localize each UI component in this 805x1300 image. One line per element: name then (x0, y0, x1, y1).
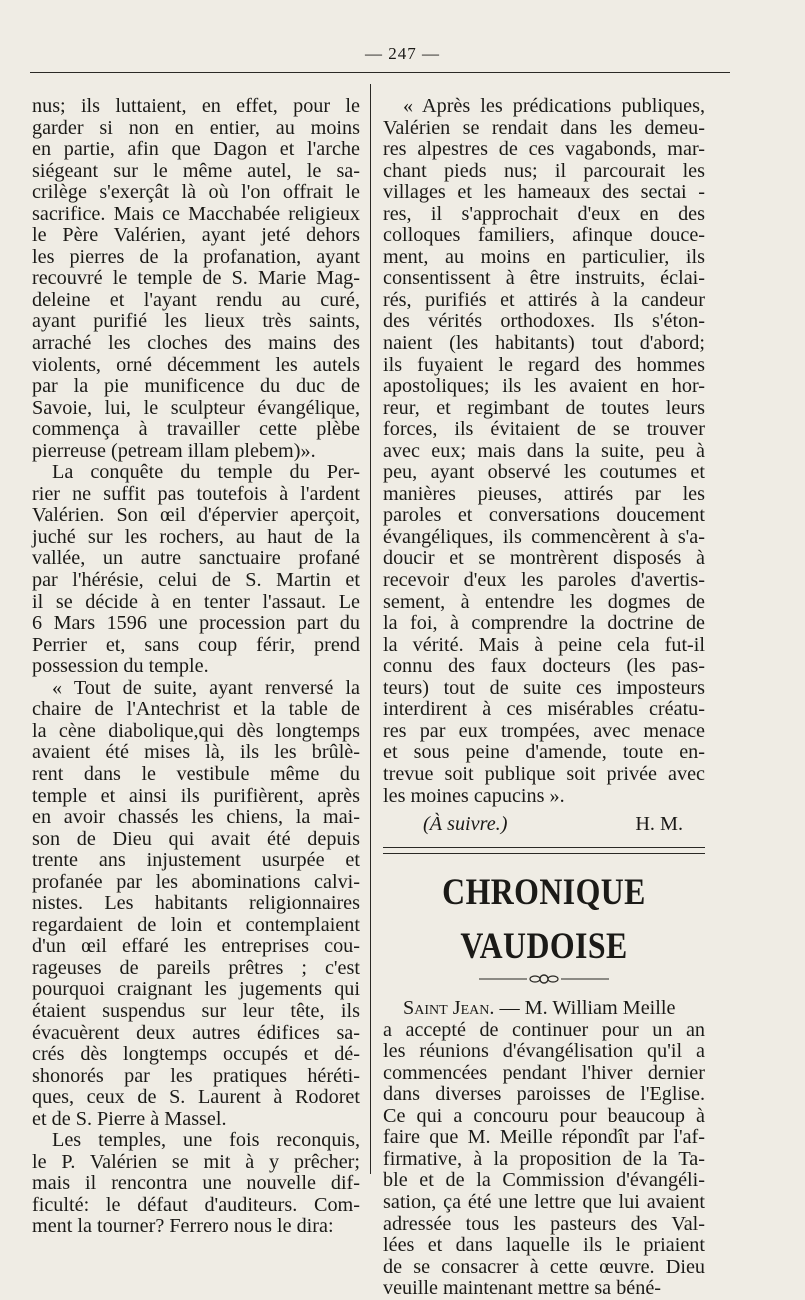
text-line: la foi, à comprendre la doctrine de (383, 612, 705, 635)
text-line: recevoir d'eux les paroles d'avertis- (383, 569, 705, 592)
text-line: il se décide à en tenter l'assaut. Le (32, 590, 360, 613)
text-line: sement, à entendre les dogmes de (383, 590, 705, 613)
text-line: teurs) tout de suite ces imposteurs (383, 676, 705, 699)
text-line: deleine et l'ayant rendu au curé, (32, 288, 360, 311)
text-line: des vérités orthodoxes. Ils s'éton- (383, 310, 705, 333)
text-line: possession du temple. (32, 655, 209, 678)
text-line: trevue soit publique soit privée avec (383, 762, 705, 785)
text-line: les pierres de la profanation, ayant (32, 245, 360, 268)
text-line: arraché les cloches des mains des (32, 332, 360, 355)
text-line: peu, ayant observé les coutumes et (383, 461, 705, 484)
text-line: nus; ils luttaient, en effet, pour le (32, 95, 360, 117)
text-line: res, il s'approchait d'eux en des (383, 202, 705, 225)
text-line: mais il rencontra une nouvelle dif- (32, 1172, 360, 1195)
text-line: ils fuyaient le regard des hommes (383, 353, 705, 376)
text-line: la cène diabolique,qui dès longtemps (32, 719, 360, 742)
to-be-continued: (À suivre.) (423, 813, 508, 836)
text-line: 6 Mars 1596 une procession part du (32, 612, 360, 635)
text-line: de se consacrer à cette œuvre. Dieu (383, 1255, 705, 1278)
text-line: adressée tous les pasteurs des Val- (383, 1212, 705, 1235)
text-line: Savoie, lui, le sculpteur évangélique, (32, 396, 360, 419)
text-line: vallée, un autre sanctuaire profané (32, 547, 360, 570)
text-line: siégeant sur le même autel, le sa- (32, 159, 360, 182)
text-line: pourquoi craignant les jugements qui (32, 978, 360, 1001)
header-rule (30, 72, 730, 73)
text-line: ayant purifié les lieux très saints, (32, 310, 360, 333)
text-line: évacuèrent deux autres édifices sa- (32, 1021, 360, 1044)
text-line: « Tout de suite, ayant renversé la (52, 676, 360, 699)
text-line: sation, ça été une lettre que lui avaient (383, 1190, 705, 1213)
text-line: crilège s'exerçât là où l'on offrait le (32, 181, 360, 204)
text-line: rent dans le vestibule même du (32, 762, 360, 785)
text-line: nistes. Les habitants religionnaires (32, 892, 360, 915)
text-line: le P. Valérien se mit à y prêcher; (32, 1150, 360, 1173)
text-line-rest: — M. William Meille (494, 997, 676, 1020)
text-line: Valérien se rendait dans les demeu- (383, 116, 705, 139)
text-line: juché sur les rochers, au haut de la (32, 525, 360, 548)
text-line: sacrifice. Mais ce Macchabée religieux (32, 202, 360, 225)
text-line: par la pie munificence du duc de (32, 375, 360, 398)
text-line: le Père Valérien, ayant jeté dehors (32, 224, 360, 247)
text-line: avaient été mises là, ils les brûlè- (32, 741, 360, 764)
text-line: interdirent à ces misérables créatu- (383, 698, 705, 721)
text-line: Ce qui a concouru pour beaucoup à (383, 1104, 705, 1127)
page-number: — 247 — (365, 44, 440, 63)
text-line: shonorés par les pratiques héréti- (32, 1064, 360, 1087)
text-line: recouvré le temple de S. Marie Mag- (32, 267, 360, 290)
text-line: trente ans injustement usurpée et (32, 849, 360, 872)
text-line: faire que M. Meille répondît par l'af- (383, 1126, 705, 1149)
right-column (383, 96, 705, 1300)
text-line: rier ne suffit pas toutefois à l'ardent (32, 482, 360, 505)
text-line: en avoir chassés les chiens, la mai- (32, 806, 360, 829)
text-line: ment la tourner? Ferrero nous le dira: (32, 1215, 334, 1238)
text-line: reur, et regimbant de toutes leurs (383, 396, 705, 419)
signature: H. M. (635, 813, 683, 836)
text-line: connu des faux docteurs (les pas- (383, 655, 705, 678)
section-separator (383, 847, 705, 854)
text-line: chaire de l'Antechrist et la table de (32, 698, 360, 721)
text-line: son de Dieu qui avait été depuis (32, 827, 360, 850)
text-line: villages et les hameaux des sectai - (383, 181, 705, 204)
text-line: commença à travailler cette plèbe (32, 418, 360, 441)
text-line: Les temples, une fois reconquis, (52, 1129, 360, 1152)
column-divider (370, 84, 371, 1174)
text-line: firmative, à la proposition de la Ta- (383, 1147, 705, 1170)
text-line: garder si non en entier, au moins (32, 116, 360, 139)
text-line: crés dès longtemps occupés et dé- (32, 1043, 360, 1066)
text-line: Perrier et, sans coup férir, prend (32, 633, 360, 656)
ornament-divider (479, 974, 609, 984)
text-line: avec eux; mais dans la suite, peu à (383, 439, 705, 462)
text-line: « Après les prédications publiques, (403, 95, 705, 117)
text-line: la vérité. Mais à peine cela fut-il (383, 633, 705, 656)
text-line: chant pieds nus; il parcourait les (383, 159, 705, 182)
text-line: temple et ainsi ils purifièrent, après (32, 784, 360, 807)
section-title: CHRONIQUE VAUDOISE (442, 872, 646, 968)
text-line: a accepté de continuer pour un an (383, 1018, 705, 1041)
text-line: doucir et se montrèrent disposés à (383, 547, 705, 570)
article-signoff (383, 811, 705, 837)
text-line: apostoliques; ils les avaient en hor- (383, 375, 705, 398)
text-line: profanée par les abominations calvi- (32, 870, 360, 893)
text-line: lées et dans laquelle ils le priaient (383, 1234, 705, 1257)
text-line: par l'hérésie, celui de S. Martin et (32, 569, 360, 592)
text-line: violents, orné décemment les autels (32, 353, 360, 376)
text-line: les réunions d'évangélisation qu'il a (383, 1040, 705, 1063)
left-column (32, 96, 360, 1238)
text-line (383, 998, 705, 1020)
text-line: naient (les habitants) tout d'abord; (383, 332, 705, 355)
text-line: colloques familiers, afinque douce- (383, 224, 705, 247)
text-line: rés, purifiés et attirés à la candeur (383, 288, 705, 311)
text-line: dans diverses paroisses de l'Eglise. (383, 1083, 705, 1106)
place-name: Saint Jean. (403, 997, 495, 1020)
text-line: et de S. Pierre à Massel. (32, 1107, 227, 1130)
right-column-article (383, 96, 705, 807)
text-line: Valérien. Son œil d'épervier aperçoit, (32, 504, 360, 527)
text-line: paroles et conversations doucement (383, 504, 705, 527)
text-line: ment, au moins en particulier, ils (383, 245, 705, 268)
text-line: les moines capucins ». (383, 784, 565, 807)
text-line: forces, ils évitaient de se trouver (383, 418, 705, 441)
text-line: veuille maintenant mettre sa béné- (383, 1277, 662, 1300)
chronicle-entry (383, 998, 705, 1300)
text-line: et sous peine d'amende, toute en- (383, 741, 705, 764)
text-line: commencées pendant l'hiver dernier (383, 1061, 705, 1084)
text-line: rageuses de pareils prêtres ; c'est (32, 956, 360, 979)
text-line: consentissent à être instruits, éclai- (383, 267, 705, 290)
text-line: res par eux trompées, avec menace (383, 719, 705, 742)
text-line: ficulté: le défaut d'auditeurs. Com- (32, 1193, 360, 1216)
text-line: ques, ceux de S. Laurent à Rodoret (32, 1086, 360, 1109)
text-line: La conquête du temple du Per- (52, 461, 360, 484)
text-line: en partie, afin que Dagon et l'arche (32, 138, 360, 161)
text-line: étaient suspendus sur leur tête, ils (32, 999, 360, 1022)
text-line: res alpestres de ces vagabonds, mar- (383, 138, 705, 161)
text-line: évangéliques, ils commencèrent à s'a- (383, 525, 705, 548)
text-line: manières pieuses, attirés par les (383, 482, 705, 505)
text-line: ble et de la Commission d'évangéli- (383, 1169, 705, 1192)
text-line: pierreuse (petream illam plebem)». (32, 439, 316, 462)
text-line: regardaient de loin et contemplaient (32, 913, 360, 936)
text-line: d'un œil effaré les entreprises cou- (32, 935, 360, 958)
